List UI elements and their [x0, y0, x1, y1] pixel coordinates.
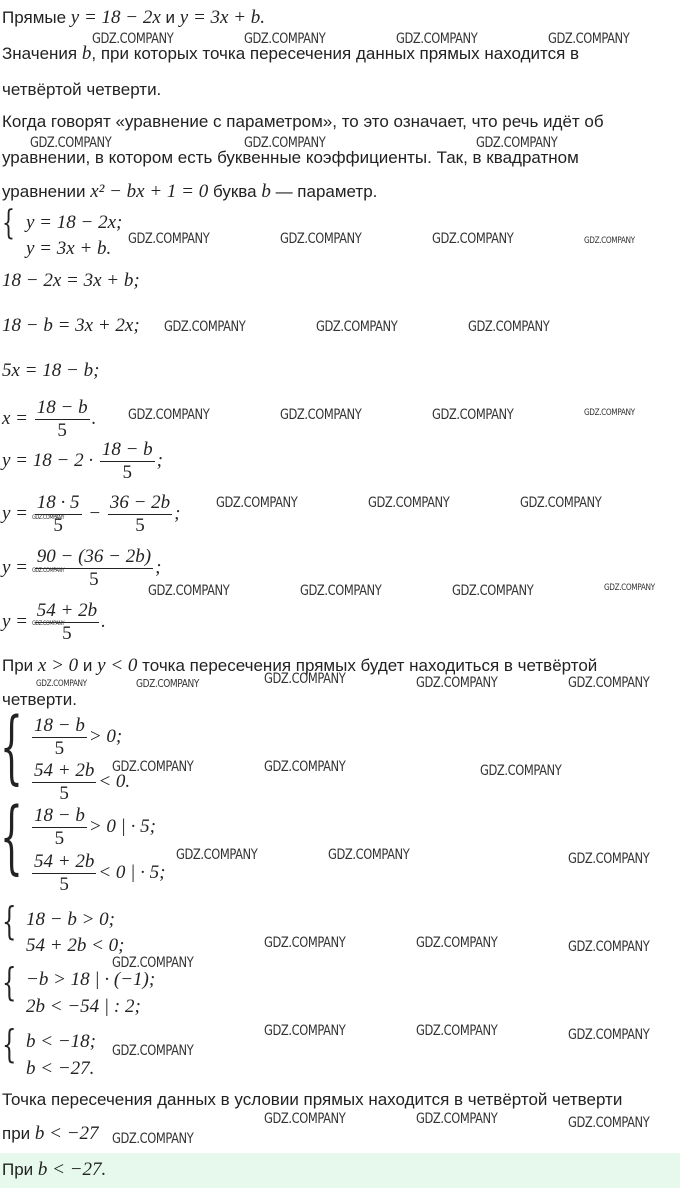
watermark: GDZ.COMPANY	[480, 763, 562, 779]
watermark: GDZ.COMPANY	[176, 847, 258, 863]
numerator: 90 − (36 − 2b)	[36, 546, 152, 567]
inequality: −b > 18 | · (−1);	[26, 969, 156, 990]
watermark: GDZ.COMPANY	[32, 567, 65, 574]
condition-text: При	[2, 656, 34, 675]
expr-lhs: y =	[2, 502, 29, 524]
numerator: 18 − b	[34, 715, 85, 736]
expr-lhs: y =	[2, 556, 29, 578]
solution-step-y2	[2, 492, 181, 537]
numerator: 36 − 2b	[109, 492, 171, 513]
relation: < 0.	[98, 770, 131, 792]
denominator: 5	[59, 783, 69, 804]
watermark: GDZ.COMPANY	[112, 1043, 194, 1059]
parameter-b: b	[261, 181, 271, 202]
definition-line-3	[2, 182, 676, 202]
definition-text: уравнении	[2, 182, 86, 201]
watermark: GDZ.COMPANY	[148, 583, 230, 599]
problem-question	[2, 44, 676, 64]
denominator: 5	[54, 828, 65, 849]
watermark: GDZ.COMPANY	[432, 407, 514, 423]
numerator: 54 + 2b	[34, 851, 95, 872]
watermark: GDZ.COMPANY	[568, 1115, 650, 1131]
watermark: GDZ.COMPANY	[468, 319, 550, 335]
watermark: GDZ.COMPANY	[280, 231, 362, 247]
watermark: GDZ.COMPANY	[112, 955, 194, 971]
inequality: b < −18;	[26, 1031, 96, 1052]
numerator: 18 − b	[101, 439, 153, 460]
watermark: GDZ.COMPANY	[604, 583, 655, 593]
fraction	[32, 851, 96, 896]
line-equation-2: y = 3x + b.	[179, 7, 266, 28]
system-brace: {	[0, 790, 23, 883]
system-brace: {	[0, 700, 23, 793]
watermark: GDZ.COMPANY	[548, 31, 630, 47]
definition-line-1: Когда говорят «уравнение с параметром», то это означает, что речь идёт об	[2, 112, 604, 131]
watermark: GDZ.COMPANY	[32, 514, 65, 521]
answer-line	[2, 1159, 106, 1181]
denominator: 5	[59, 874, 69, 895]
denominator: 5	[122, 462, 132, 483]
question-text-rest: , при которых точка пересечения данных прямых находится в	[91, 44, 580, 63]
line-equation-1: y = 18 − 2x	[70, 7, 161, 28]
watermark: GDZ.COMPANY	[244, 135, 326, 151]
quadratic-equation: x² − bx + 1 = 0	[90, 181, 209, 202]
system-brace: {	[2, 203, 15, 243]
watermark: GDZ.COMPANY	[112, 1131, 194, 1147]
watermark: GDZ.COMPANY	[368, 495, 450, 511]
problem-statement	[2, 8, 676, 28]
inequality: b < −27.	[26, 1058, 95, 1079]
numerator: 54 + 2b	[34, 760, 95, 781]
watermark: GDZ.COMPANY	[328, 847, 410, 863]
watermark: GDZ.COMPANY	[264, 759, 346, 775]
watermark: GDZ.COMPANY	[432, 231, 514, 247]
fraction	[108, 492, 172, 537]
watermark: GDZ.COMPANY	[264, 1111, 346, 1127]
watermark: GDZ.COMPANY	[216, 495, 298, 511]
relation: > 0 | · 5;	[88, 815, 156, 837]
inequality: 54 + 2b < 0;	[26, 935, 125, 956]
watermark: GDZ.COMPANY	[568, 1027, 650, 1043]
solution-step-y3	[2, 546, 161, 591]
system-brace: {	[2, 1022, 17, 1066]
watermark: GDZ.COMPANY	[416, 1111, 498, 1127]
expr-lhs: y = 18 − 2 ·	[2, 449, 94, 471]
watermark: GDZ.COMPANY	[136, 677, 199, 690]
definition-text: буква	[212, 182, 257, 201]
watermark: GDZ.COMPANY	[568, 675, 650, 691]
expr-lhs: y =	[2, 610, 29, 632]
watermark: GDZ.COMPANY	[476, 135, 558, 151]
condition-text: точка пересечения прямых будет находиться в четвёртой	[142, 656, 598, 675]
watermark: GDZ.COMPANY	[32, 620, 65, 627]
condition-y: y < 0	[97, 655, 138, 676]
solution-step-y1	[2, 439, 163, 484]
watermark: GDZ.COMPANY	[520, 495, 602, 511]
inequality	[30, 805, 156, 850]
watermark: GDZ.COMPANY	[92, 31, 174, 47]
numerator: 18 − b	[36, 397, 88, 418]
text-lines-label: Прямые	[2, 8, 67, 27]
fraction	[32, 805, 87, 850]
relation: > 0;	[88, 725, 123, 747]
watermark: GDZ.COMPANY	[164, 319, 246, 335]
watermark: GDZ.COMPANY	[452, 583, 534, 599]
conclusion-text: при	[2, 1124, 31, 1143]
condition-text-end: четверти.	[2, 690, 77, 709]
punct: ;	[156, 449, 163, 471]
definition-text: — параметр.	[275, 182, 378, 201]
watermark: GDZ.COMPANY	[396, 31, 478, 47]
watermark: GDZ.COMPANY	[128, 231, 210, 247]
conclusion-line-1: Точка пересечения данных в условии прямых находится в четвёртой четверти	[2, 1090, 623, 1109]
watermark: GDZ.COMPANY	[128, 407, 210, 423]
watermark: GDZ.COMPANY	[316, 319, 398, 335]
fraction	[32, 760, 96, 805]
numerator: 18 · 5	[36, 492, 80, 513]
watermark: GDZ.COMPANY	[112, 759, 194, 775]
punct: .	[91, 407, 97, 429]
watermark: GDZ.COMPANY	[416, 935, 498, 951]
watermark: GDZ.COMPANY	[568, 851, 650, 867]
fraction	[100, 439, 155, 484]
punct: ;	[174, 502, 181, 524]
parameter-b: b	[81, 43, 92, 64]
question-text-end: четвёртой четверти.	[2, 80, 162, 99]
denominator: 5	[62, 623, 72, 644]
conclusion-value: b < −27	[34, 1123, 99, 1144]
watermark: GDZ.COMPANY	[30, 135, 112, 151]
watermark: GDZ.COMPANY	[264, 935, 346, 951]
watermark: GDZ.COMPANY	[264, 671, 346, 687]
fraction	[35, 397, 90, 442]
punct: ;	[155, 556, 162, 578]
watermark: GDZ.COMPANY	[568, 939, 650, 955]
denominator: 5	[135, 515, 145, 536]
fraction	[32, 715, 87, 760]
numerator: 18 − b	[34, 805, 85, 826]
watermark: GDZ.COMPANY	[244, 31, 326, 47]
expr-lhs: x =	[2, 407, 29, 429]
watermark: GDZ.COMPANY	[264, 1023, 346, 1039]
system-brace: {	[2, 899, 17, 943]
inequality	[30, 715, 122, 760]
text-and: и	[165, 8, 176, 27]
numerator: 54 + 2b	[36, 600, 98, 621]
watermark: GDZ.COMPANY	[416, 1023, 498, 1039]
system-equation-2: y = 3x + b.	[26, 238, 112, 259]
answer-text: При	[2, 1160, 34, 1179]
watermark: GDZ.COMPANY	[416, 675, 498, 691]
watermark: GDZ.COMPANY	[36, 679, 87, 689]
inequality: 18 − b > 0;	[26, 909, 115, 930]
denominator: 5	[89, 569, 99, 590]
watermark: GDZ.COMPANY	[584, 408, 635, 418]
answer-value: b < −27.	[37, 1159, 107, 1180]
solution-step-x	[2, 397, 96, 442]
relation: < 0 | · 5;	[98, 861, 166, 883]
watermark: GDZ.COMPANY	[300, 583, 382, 599]
denominator: 5	[54, 738, 65, 759]
solution-step: 18 − 2x = 3x + b;	[2, 270, 140, 291]
question-text-start: Значения	[2, 44, 78, 63]
system-equation-1: y = 18 − 2x;	[26, 212, 123, 233]
watermark: GDZ.COMPANY	[280, 407, 362, 423]
condition-text: и	[82, 656, 93, 675]
solution-step: 5x = 18 − b;	[2, 360, 100, 381]
inequality	[30, 851, 165, 896]
punct: .	[101, 610, 106, 632]
answer-box	[0, 1153, 680, 1188]
denominator: 5	[57, 420, 67, 441]
condition-x: x > 0	[37, 655, 79, 676]
definition-line-2: уравнении, в котором есть буквенные коэффициенты. Так, в квадратном	[2, 148, 579, 167]
solution-step: 18 − b = 3x + 2x;	[2, 315, 140, 336]
watermark: GDZ.COMPANY	[584, 236, 635, 246]
system-brace: {	[2, 960, 17, 1004]
denominator: 5	[53, 515, 63, 536]
inequality: 2b < −54 | : 2;	[26, 996, 141, 1017]
operator: −	[88, 502, 102, 524]
